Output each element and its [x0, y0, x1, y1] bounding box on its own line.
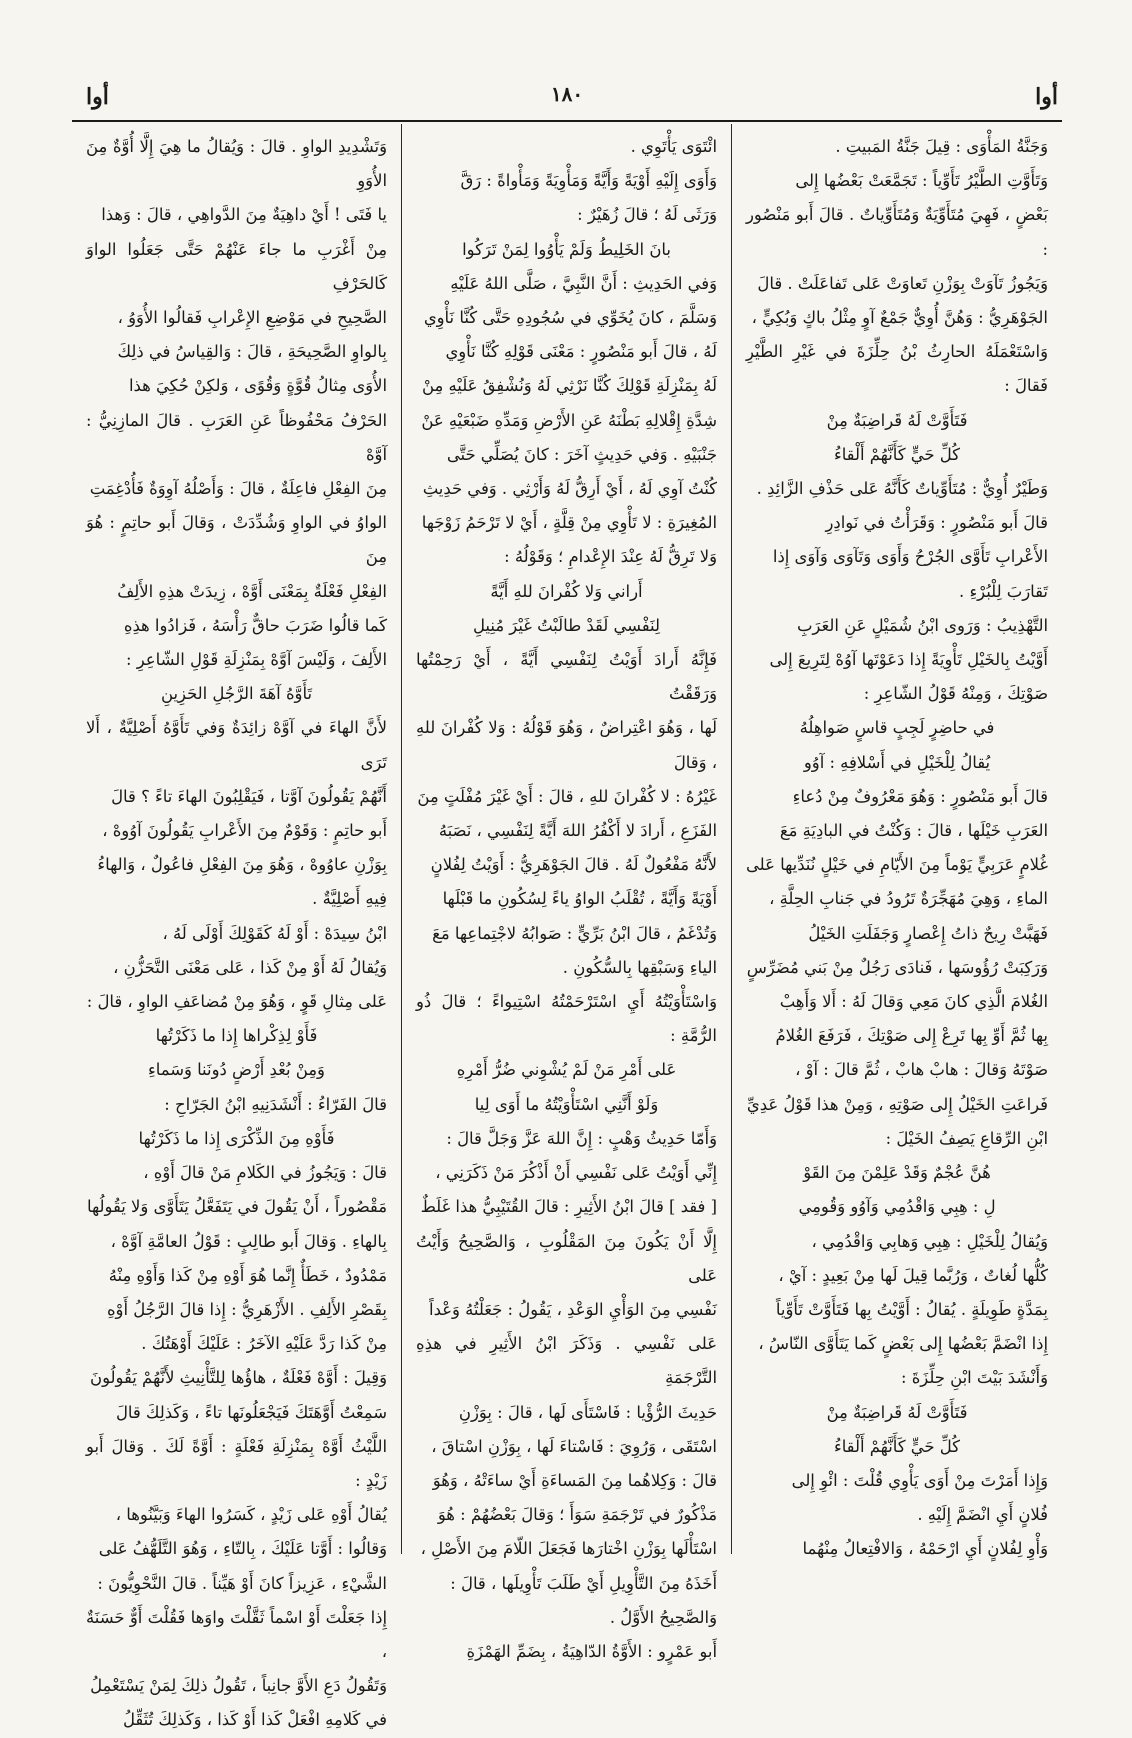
- column-right: [732, 124, 1062, 1559]
- text-line: وَأْوِ لِفُلانٍ أَيِ ارْحَمْهُ ، وَالافْتِعالُ مِنْهُما: [802, 1539, 1048, 1559]
- text-line: فَراعَتِ الخَيْلُ إِلى صَوْتِهِ ، وَمِنْ هذا قَوْلُ عَدِيِّ: [746, 1094, 1048, 1114]
- text-line: يُقالُ أَوْهِ عَلى زَيْدٍ ، كَسَرُوا الهاءَ وَبَيَّنُوها ،: [115, 1505, 387, 1525]
- text-line: لَهُ ، قالَ أَبو مَنْصُورٍ : مَعْنَى قَوْلِهِ كُنَّا نَأْوِي: [445, 342, 717, 362]
- text-line: الفِعْلِ فَعْلَةٌ بِمَعْنَى أَوَّهْ ، زِيدَتْ هذِهِ الأَلِفُ: [117, 581, 387, 601]
- text-line: وَتُدْغَمُ ، قالَ ابْنُ بَرِّيٍّ : صَوابُهُ لاجْتِماعِها مَعَ: [432, 923, 717, 943]
- text-line: وَاسْتَعْمَلَهُ الحارِثُ بْنُ حِلِّزَةَ في غَيْرِ الطَّيْرِ فَقالَ :: [746, 342, 1048, 396]
- text-line: وَاسْتَأْوَيْتُهُ أَيِ اسْتَرْحَمْتُهُ اسْتِيواءً ؛ قالَ ذُو الرُّمَّةِ :: [416, 992, 717, 1046]
- text-line: ابْنِ الرِّقاعِ يَصِفُ الخَيْلَ :: [885, 1128, 1048, 1148]
- text-line: الصَّحِيحِ في مَوْضِعِ الإِعْرابِ فَقالُوا الأُوَوُ ،: [117, 308, 387, 328]
- text-line: بِوَزْنِ عاوُوهْ ، وَهُوَ مِنَ الفِعْلِ فاعُولٌ ، وَالهاءُ: [97, 855, 387, 875]
- text-line: التَّهْذِيبُ : وَرَوى ابْنُ شُمَيْلٍ عَنِ العَرَبِ: [796, 615, 1048, 635]
- text-line: وَفي الحَدِيثِ : أَنَّ النَّبِيَّ ، صَلَّى اللهُ عَلَيْهِ: [450, 273, 717, 293]
- text-line: قالَ أَبو مَنْصُورٍ : وَهُوَ مَعْرُوفٌ مِنْ دُعاءِ: [792, 786, 1048, 806]
- text-line: وَالصَّحِيحُ الأَوَّلُ .: [609, 1607, 717, 1627]
- text-line: لِ : هِبِي وَاقْدُمِي وَآوُو وَقُومِي: [798, 1197, 996, 1217]
- text-line: بِالواوِ الصَّحِيحَةِ ، قالَ : وَالقِياسُ في ذلِكَ: [117, 342, 387, 362]
- text-line: كَما قالُوا ضَرَبَ حاقٌّ رَأْسَهُ ، فَزادُوا هذِهِ: [123, 615, 387, 635]
- text-line: وَمِنْ بُعْدِ أَرْضٍ دُونَنا وَسَماءِ: [148, 1060, 325, 1080]
- text-line: وَلا تَرِقُّ لَهُ عِنْدَ الإِعْدامِ ؛ وَقَوْلُهُ :: [504, 547, 717, 567]
- headword-right: أوا: [1035, 84, 1058, 110]
- text-line: الشَّيْءِ ، عَزِيزاً كانَ أَوْ هَيِّناً . قالَ النَّحْوِيُّونَ :: [97, 1573, 387, 1593]
- text-line: فُلانٍ أَيِ انْضَمَّ إِلَيْهِ .: [917, 1505, 1048, 1525]
- text-line: بانَ الخَلِيطُ وَلَمْ يَأْوُوا لِمَنْ تَرَكُوا: [462, 239, 671, 259]
- text-line: اسْتَأْلَها بِوَزْنِ اخْتارَها فَجَعَلَ اللّامَ مِنَ الأَصْلِ ،: [420, 1539, 717, 1559]
- text-line: الماءِ ، وَهِيَ مُهَجِّرَةٌ تَرُودُ في جَنابِ الحِلَّةِ ،: [769, 889, 1048, 909]
- text-line: وَتَشْدِيدِ الواوِ . قالَ : وَيُقالُ ما هِيَ إِلَّا أُوَّةٌ مِنَ الأُوَوِ: [86, 137, 387, 191]
- text-line: وَيَجُوزُ تَآوَتْ بِوَزْنِ تَعاوَتْ عَلى تَفاعَلَتْ . قالَ: [757, 273, 1048, 293]
- text-line: فَتَأَوَّتْ لَهُ قَراضِبَةٌ مِنْ: [826, 1402, 968, 1422]
- text-line: فِيهِ أَصْلِيَّةٌ .: [312, 889, 387, 909]
- text-line: إِذا جَعَلْتَ أَوْ اسْماً ثَقَّلْتَ واوَها فَقُلْتَ أَوٌّ حَسَنَةٌ ،: [86, 1607, 387, 1661]
- text-line: اللَّيْثُ أَوَّهْ بِمَنْزِلَةِ فَعْلَةٍ : أَوَّةً لَكَ . وَقالَ أَبو زَيْدٍ :: [86, 1436, 387, 1490]
- text-line: مَقْصُوراً ، أَنْ يَقُولَ في يَتَفَعَّلُ يَتَأَوَّى وَلا يَقُولُها: [86, 1197, 387, 1217]
- text-line: عَلى نَفْسِي . وَذَكَرَ ابْنُ الأَثِيرِ في هذِهِ التَّرْجَمَةِ: [416, 1334, 717, 1388]
- text-line: وَرَثَى لَهُ ؛ قالَ زُهَيْرٌ :: [577, 205, 717, 225]
- text-line: لَها ، وَهُوَ اعْتِراضٌ ، وَهُوَ قَوْلُهُ : وَلا كُفْرانَ للهِ ، وَقالَ: [416, 718, 717, 772]
- headword-left: أوا: [86, 84, 109, 110]
- text-line: كُلُّها لُغاتٌ ، وَرُبَّما قِيلَ لَها مِنْ بَعِيدٍ : آيْ ،: [778, 1265, 1048, 1285]
- text-line: صَوْتَهُ وَقالَ : هابْ هابْ ، ثُمَّ قالَ : آوْ ،: [795, 1060, 1048, 1080]
- text-line: أَبو عَمْرٍو : الأَوَّةُ الدّاهِيَةُ ، بِضَمِّ الهَمْزَةِ: [466, 1641, 717, 1661]
- text-line: وَطَيْرٌ أُوِيٌّ : مُتَأَوِّياتٌ كَأَنَّهُ عَلى حَذْفِ الزَّائِدِ .: [756, 479, 1048, 499]
- text-line: غُلامٍ عَرَبِيٍّ يَوْماً مِنَ الأَيّامِ في خَيْلٍ نُنَدِّيها عَلى: [746, 855, 1048, 875]
- text-line: الفَزَعِ ، أَرادَ لا أَكْفُرُ اللهَ أَيَّةً لِنَفْسِي ، نَصَبَهُ: [438, 821, 717, 841]
- text-line: لأَنَّ الهاءَ في آوَّهْ زائِدَةٌ وَفي تَأَوَّهُ أَصْلِيَّةٌ ، أَلا تَرَى: [86, 718, 387, 772]
- text-line: بِمَدَّةٍ طَوِيلَةٍ . يُقالُ : أَوَّيْتُ بِها فَتَأَوَّتْ تَأَوِّياً: [775, 1299, 1048, 1319]
- text-line: كُلِّ حَيٍّ كَأَنَّهُمْ أَلْقاءُ: [833, 444, 960, 464]
- text-line: عَلى مِثالِ قَوٍ ، وَهُوَ مِنْ مُضاعَفِ الواوِ ، قالَ :: [86, 992, 387, 1012]
- text-line: قالَ الفَرّاءُ : أَنْشَدَنِيهِ ابْنُ الجَرّاحِ :: [164, 1094, 387, 1114]
- text-line: قالَ أَبو مَنْصُورٍ : وَقَرَأْتُ في نَوادِرِ: [825, 513, 1048, 533]
- text-line: وَإِذا أَمَرْتَ مِنْ أَوَى يَأْوِي قُلْتَ : ائْوِ إِلى: [791, 1470, 1048, 1490]
- text-line: وَسَلَّمَ ، كانَ يُخَوِّي في سُجُودِهِ حَتَّى كُنَّا نَأْوِي: [423, 308, 717, 328]
- text-line: الأُوَى مِثالُ قُوَّةٍ وَقُوًى ، وَلكِنْ حُكِيَ هذا: [128, 376, 387, 396]
- text-line: أَبو حاتِمٍ : وَقَوْمٌ مِنَ الأَعْرابِ يَقُولُونَ آوُوهْ ،: [102, 821, 387, 841]
- text-line: [ فقد ] قالَ ابْنُ الأَثِيرِ : قالَ القُتَيْبِيُّ هذا غَلَطٌ: [420, 1197, 717, 1217]
- text-line: المُغِيرَةِ : لا تَأْوِي مِنْ قِلَّةٍ ، أَيْ لا تَرْحَمُ زَوْجَها: [421, 513, 717, 533]
- text-line: إِلَّا أَنْ يَكُونَ مِنَ المَقْلُوبِ ، وَالصَّحِيحُ وَأَيْتُ عَلى: [416, 1231, 717, 1285]
- text-line: العَرَبِ خَيْلَها ، قالَ : وَكُنْتُ في البادِيَةِ مَعَ: [779, 821, 1048, 841]
- text-line: هُنَّ عُجْمٌ وَقَدْ عَلِمْنَ مِنَ القَوْ: [803, 1163, 991, 1183]
- text-line: وَأَنْشَدَ بَيْتَ ابْنِ حِلِّزَةَ :: [900, 1368, 1048, 1388]
- text-line: لأَنَّهُ مَفْعُولٌ لَهُ . قالَ الجَوْهَرِيُّ : أَوَيْتُ لِفُلانٍ: [430, 855, 717, 875]
- text-line: وَرَكِبَتْ رُؤُوسَها ، فَنادَى رَجُلٌ مِنْ بَني مُضَرِّسٍ: [746, 957, 1048, 977]
- text-line: الحَرْفُ مَحْفُوظاً عَنِ العَرَبِ . قالَ المازِنِيُّ : آوَّهْ: [86, 410, 387, 464]
- text-line: شِدَّةِ إِقْلالِهِ بَطْنَهُ عَنِ الأَرْضِ وَمَدِّهِ ضَبْعَيْهِ عَنْ: [421, 410, 717, 430]
- text-line: فَهَبَّتْ رِيحٌ ذاتُ إِعْصارٍ وَجَفَلَتِ الخَيْلُ: [808, 923, 1048, 943]
- text-line: وَتَقُولُ دَعِ الأَوَّ جانِباً ، تَقُولُ ذلِكَ لِمَنْ يَسْتَعْمِلُ: [90, 1676, 387, 1696]
- text-line: وَجَنَّةُ المَأْوَى : قِيلَ جَنَّةُ المَبيتِ .: [835, 137, 1048, 156]
- text-line: تَقارَبَ لِلْبُرْءِ .: [959, 581, 1048, 601]
- text-line: أَخَذَهُ مِنَ التَّأْوِيلِ أَيْ طَلَبَ تَأْوِيلَها ، قالَ :: [450, 1573, 717, 1593]
- text-line: ابْنُ سِيدَهْ : أَوْ لَهُ كَقَوْلِكَ أَوْلَى لَهُ ،: [162, 923, 387, 943]
- text-line: وَيُقالُ لَهُ أَوْ مِنْ كَذا ، عَلى مَعْنَى التَّحَزُّنِ ،: [113, 957, 387, 977]
- text-line: وَيُقالُ لِلْخَيْلِ : هِبِي وَهابِي وَاقْدُمِي ،: [811, 1231, 1048, 1251]
- text-line: الغُلامَ الَّذِي كانَ مَعِي وَقالَ لَهُ : أَلا وَأَهِبْ: [779, 992, 1048, 1012]
- text-line: كُلِّ حَيٍّ كَأَنَّهُمْ أَلْقاءُ: [833, 1436, 960, 1456]
- page-header: [72, 78, 1062, 122]
- text-line: الأَعْرابِ تَأَوَّى الجُرْحُ وَأَوَى وَتَآوَى وَآوَى إِذا: [772, 547, 1048, 567]
- text-columns: [72, 124, 1062, 1730]
- column-middle: [402, 124, 732, 1661]
- text-line: عَلى أَمْرِ مَنْ لَمْ يُشْوِني ضُرُّ أَمْرِهِ: [456, 1060, 677, 1080]
- text-line: بِالهاءِ . وَقالَ أَبو طالِبٍ : قَوْلُ العامَّةِ آوَّهْ ،: [110, 1231, 387, 1251]
- text-line: فَتَأَوَّتْ لَهُ قَراضِبَةٌ مِنْ: [826, 410, 968, 430]
- text-line: غَيْرُهُ : لا كُفْرانَ للهِ ، قالَ : أَيْ غَيْرَ مُفْلَتٍ مِنَ: [417, 786, 717, 806]
- text-line: في حاضِرٍ لَجِبٍ قاسٍ صَواهِلُهُ: [799, 718, 995, 738]
- text-line: كُنْتُ آوِي لَهُ ، أَيْ أَرِقُّ لَهُ وَأَرْثِي . وَفي حَدِيثِ: [422, 479, 717, 499]
- text-line: صَوْتِكَ ، وَمِنْهُ قَوْلُ الشّاعِرِ :: [863, 684, 1048, 704]
- text-line: الواوُ في الواوِ وَشُدِّدَتْ ، وَقالَ أَبو حاتِمٍ : هُوَ مِنَ: [86, 513, 387, 567]
- text-line: وَتَأَوَّتِ الطَّيْرُ تَأَوِّياً : تَجَمَّعَتْ بَعْضُها إِلى: [795, 171, 1048, 191]
- text-line: وَقالُوا : أَوَّتا عَلَيْكَ ، بِالتّاءِ ، وَهُوَ التَّلَهُّفُ عَلى: [98, 1539, 387, 1559]
- page-number: ١٨٠: [550, 82, 584, 106]
- text-line: فَإِنَّهُ أَرادَ أَوَيْتُ لِنَفْسِي أَيَّةً ، أَيْ رَحِمْتُها وَرَقَقْتُ: [416, 650, 717, 704]
- text-line: ائْتَوَى يَأْتَوِي .: [630, 137, 717, 156]
- text-line: اسْتَقَى ، وَرُوِيَ : فَاسْتاءَ لَها ، بِوَزْنِ اسْتاقَ ،: [431, 1436, 717, 1456]
- text-line: في كَلامِهِ افْعَلْ كَذا أَوْ كَذا ، وَكَذلِكَ تُثَقِّلُ: [122, 1710, 387, 1730]
- text-line: فَأَوْهِ مِنَ الذِّكْرَى إِذا ما ذَكَرْتُها: [138, 1128, 335, 1148]
- text-line: يُقالُ لِلْخَيْلِ في أَسْلافِهِ : آوُو: [803, 752, 991, 772]
- text-line: قالَ : وَكِلاهُما مِنَ المَساءَةِ أَيْ ساءَتْهُ ، وَهُوَ: [432, 1470, 717, 1490]
- text-line: مِنْ كَذا رَدَّ عَلَيْهِ الآخَرُ : عَلَيْكَ أَوْهَتُكَ .: [141, 1334, 387, 1354]
- text-line: الأَلِفَ ، وَلَيْسَ آوَّهْ بِمَنْزِلَةِ قَوْلِ الشّاعِرِ :: [126, 650, 387, 670]
- text-line: الجَوْهَرِيُّ : وَهُنَّ أُوِيٌّ جَمْعٌ آوٍ مِثْلُ باكٍ وَبُكِيٍّ ،: [751, 308, 1048, 328]
- text-line: حَدِيثَ الرُّؤْيا : فَاسْتَأَى لَها ، قالَ : بِوَزْنِ: [458, 1402, 717, 1422]
- text-line: وَقِيلَ : أَوَّهْ فَعْلَةٌ ، هاؤُها لِلتَّأْنِيثِ لأَنَّهُمْ يَقُولُونَ: [90, 1368, 387, 1388]
- text-line: بِها ثُمَّ أَوِّ بِها تَرِعْ إِلى صَوْتِكَ ، فَرَفَعَ الغُلامُ: [775, 1026, 1048, 1046]
- column-left: [72, 124, 402, 1730]
- text-line: أَنَّهُمْ يَقُولُونَ آوَّتا ، فَيَقْلِبُونَ الهاءَ تاءً ؟ قالَ: [111, 786, 387, 806]
- text-line: إِذا انْضَمَّ بَعْضُها إِلى بَعْضٍ كَما يَتَأَوَّى النّاسُ ،: [758, 1334, 1048, 1354]
- text-line: سَمِعْتُ أَوَّهَتَكَ فَيَجْعَلُونَها تاءً ، وَكَذلِكَ قالَ: [115, 1402, 387, 1422]
- text-line: يا فَتَى ! أَيْ داهِيَةٌ مِنَ الدَّواهِي ، قالَ : وَهذا: [101, 205, 387, 225]
- text-line: لِنَفْسِي لَقَدْ طالَبْتُ غَيْرَ مُنِيلِ: [473, 615, 660, 635]
- text-line: أَراني وَلا كُفْرانَ للهِ أَيَّةً: [490, 581, 643, 601]
- text-line: مِنَ الفِعْلِ فاعِلَةٌ ، قالَ : وَأَصْلُهُ آوِوَةٌ فَأُدْغِمَتِ: [89, 479, 387, 499]
- text-line: الياءِ وَسَبْقِها بِالسُّكُونِ .: [562, 957, 717, 977]
- text-line: وَلَوْ أَنَّنِي اسْتَأْوَيْتُهُ ما أَوَى لِيا: [474, 1094, 659, 1114]
- text-line: لَهُ بِمَنْزِلَةِ قَوْلِكَ كُنَّا نَرْثِي لَهُ وَنُشْفِقُ عَلَيْهِ مِنْ: [422, 376, 717, 396]
- text-line: قالَ : وَيَجُوزُ في الكَلامِ مَنْ قالَ أَوْهِ ،: [143, 1163, 387, 1183]
- text-line: تَأَوَّهُ آهَةَ الرَّجُلِ الحَزِينِ: [160, 684, 313, 704]
- text-line: نَفْسِي مِنَ الوَأْيِ الوَعْدِ ، يَقُولُ : جَعَلْتُهُ وَعْداً: [429, 1299, 717, 1319]
- text-line: مِنْ أَغْرَبِ ما جاءَ عَنْهُمْ حَتَّى جَعَلُوا الواوَ كَالحَرْفِ: [86, 239, 387, 293]
- text-line: بَعْضٍ ، فَهِيَ مُتَأَوِّيَةٌ وَمُتَأَوِّياتٌ . قالَ أَبو مَنْصُور :: [746, 205, 1048, 259]
- text-line: وَأَمّا حَدِيثُ وَهْبٍ : إِنَّ اللهَ عَزَّ وَجَلَّ قالَ :: [446, 1128, 717, 1148]
- text-line: أَوَّيْتُ بِالخَيْلِ تَأْوِيَةً إِذا دَعَوْتَها آوُهْ لِتَرِيعَ إِلى: [769, 650, 1048, 670]
- text-line: مَمْدُودٌ ، خَطَأٌ إِنَّما هُوَ أَوْهِ مِنْ كَذا وَأَوْهِ مِنْهُ: [108, 1265, 387, 1285]
- text-line: إِنِّي أَوَيْتُ عَلى نَفْسِي أَنْ أَذْكُرَ مَنْ ذَكَرَنِي ،: [435, 1163, 717, 1183]
- text-line: أَوْيَةً وَأَيَّةً ، تُقْلَبُ الواوُ ياءً لِسُكُونِ ما قَبْلَها: [442, 889, 717, 909]
- text-line: مَذْكُورٌ في تَرْجَمَةِ سَوَأَ ؛ وَقالَ بَعْضُهُمْ : هُوَ: [437, 1505, 717, 1525]
- text-line: وَأَوَى إِلَيْهِ أَوْيَةً وَأَيَّةً وَمَأْوِيَةً وَمَأْواةً : رَقَّ: [460, 171, 717, 191]
- text-line: بِقَصْرِ الأَلِفِ . الأَزْهَرِيُّ : إِذا قالَ الرَّجُلُ أَوْهِ: [106, 1299, 387, 1319]
- text-line: جَنْبَيْهِ . وَفي حَدِيثٍ آخَرَ : كانَ يُصَلِّي حَتَّى: [446, 444, 717, 464]
- text-line: فَأَوْ لِذِكْراها إِذا ما ذَكَرْتُها: [155, 1026, 318, 1046]
